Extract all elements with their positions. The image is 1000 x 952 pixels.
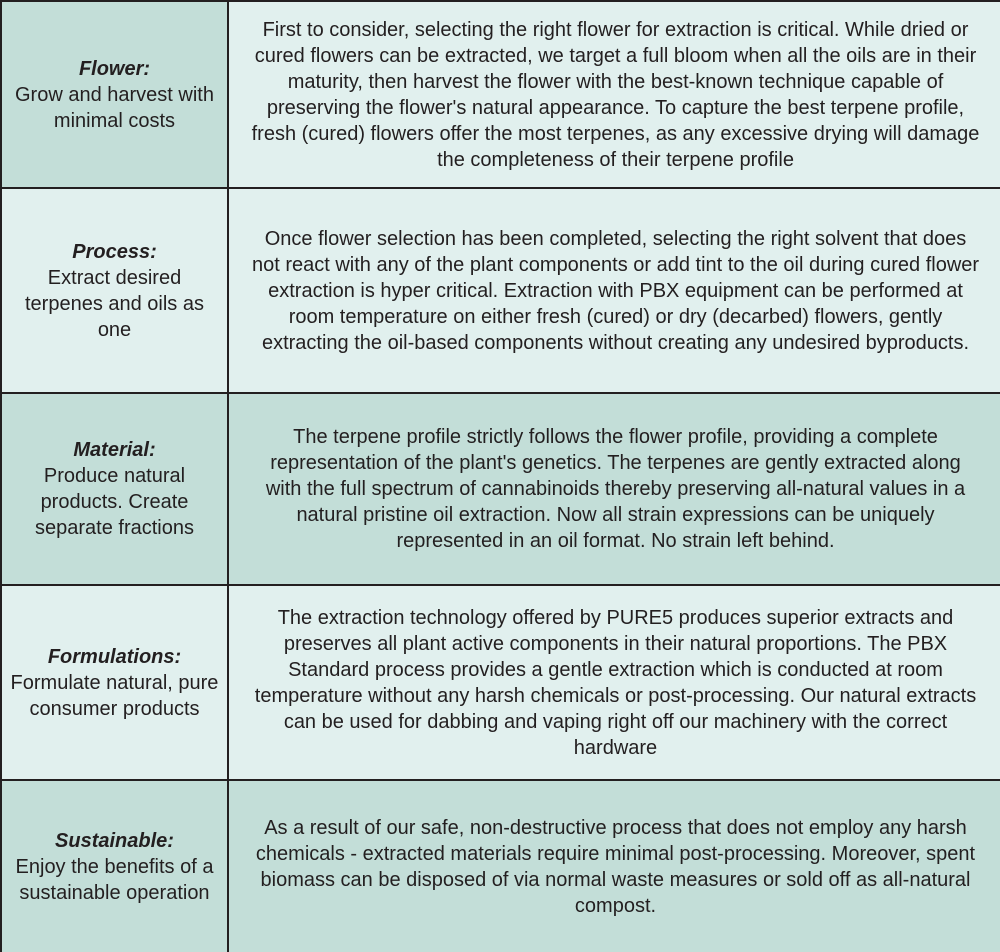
- row-description-process: Once flower selection has been completed, selecting the right solvent that does not react with any of the plant components or add tint to the oil during cured flower extraction is hyper critical. Extraction with PBX equipment can be performed at room temperature on either fresh (cured) or dry (decarbed) flowers, gently extracting the oil-based components without creating any undesired byproducts.: [229, 189, 1000, 392]
- row-subtitle: Extract desired terpenes and oils as one: [24, 266, 204, 341]
- row-label-sustainable: [2, 781, 227, 952]
- row-subtitle: Grow and harvest with minimal costs: [15, 83, 214, 132]
- row-description-formulations: The extraction technology offered by PURE5 produces superior extracts and preserves all plant active components in their natural proportions. The PBX Standard process provides a gentle extraction which is conducted at room temperature without any harsh chemicals or post-processing. Our natural extracts can be used for dabbing and vaping right off our machinery with the correct hardware: [229, 586, 1000, 779]
- row-subtitle: Formulate natural, pure consumer products: [10, 671, 219, 720]
- row-label-material: [2, 394, 227, 584]
- row-subtitle: Produce natural products. Create separate fractions: [35, 465, 194, 539]
- row-title: Formulations:: [47, 645, 182, 668]
- row-label-formulations: [2, 586, 227, 779]
- row-title: Flower:: [78, 57, 151, 80]
- row-description-sustainable: As a result of our safe, non-destructive process that does not employ any harsh chemicals - extracted materials require minimal post-processing. Moreover, spent biomass can be disposed of via normal waste measures or sold off as all-natural compost.: [229, 781, 1000, 952]
- row-title: Material:: [73, 439, 156, 461]
- row-description-material: The terpene profile strictly follows the flower profile, providing a complete representation of the plant's genetics. The terpenes are gently extracted along with the full spectrum of cannabinoids thereby preserving all-natural values in a natural pristine oil extraction. Now all strain expressions can be uniquely represented in an oil format. No strain left behind.: [229, 394, 1000, 584]
- row-label-flower: [2, 2, 227, 187]
- row-label-process: [2, 189, 227, 392]
- row-title: Process:: [72, 240, 157, 263]
- row-subtitle: Enjoy the benefits of a sustainable operation: [15, 855, 214, 904]
- row-description-flower: First to consider, selecting the right flower for extraction is critical. While dried or cured flowers can be extracted, we target a full bloom when all the oils are in their maturity, then harvest the flower with the best-known technique capable of preserving the flower's natural appearance. To capture the best terpene profile, fresh (cured) flowers offer the most terpenes, as any excessive drying will damage the completeness of their terpene profile: [229, 2, 1000, 187]
- row-title: Sustainable:: [55, 829, 174, 852]
